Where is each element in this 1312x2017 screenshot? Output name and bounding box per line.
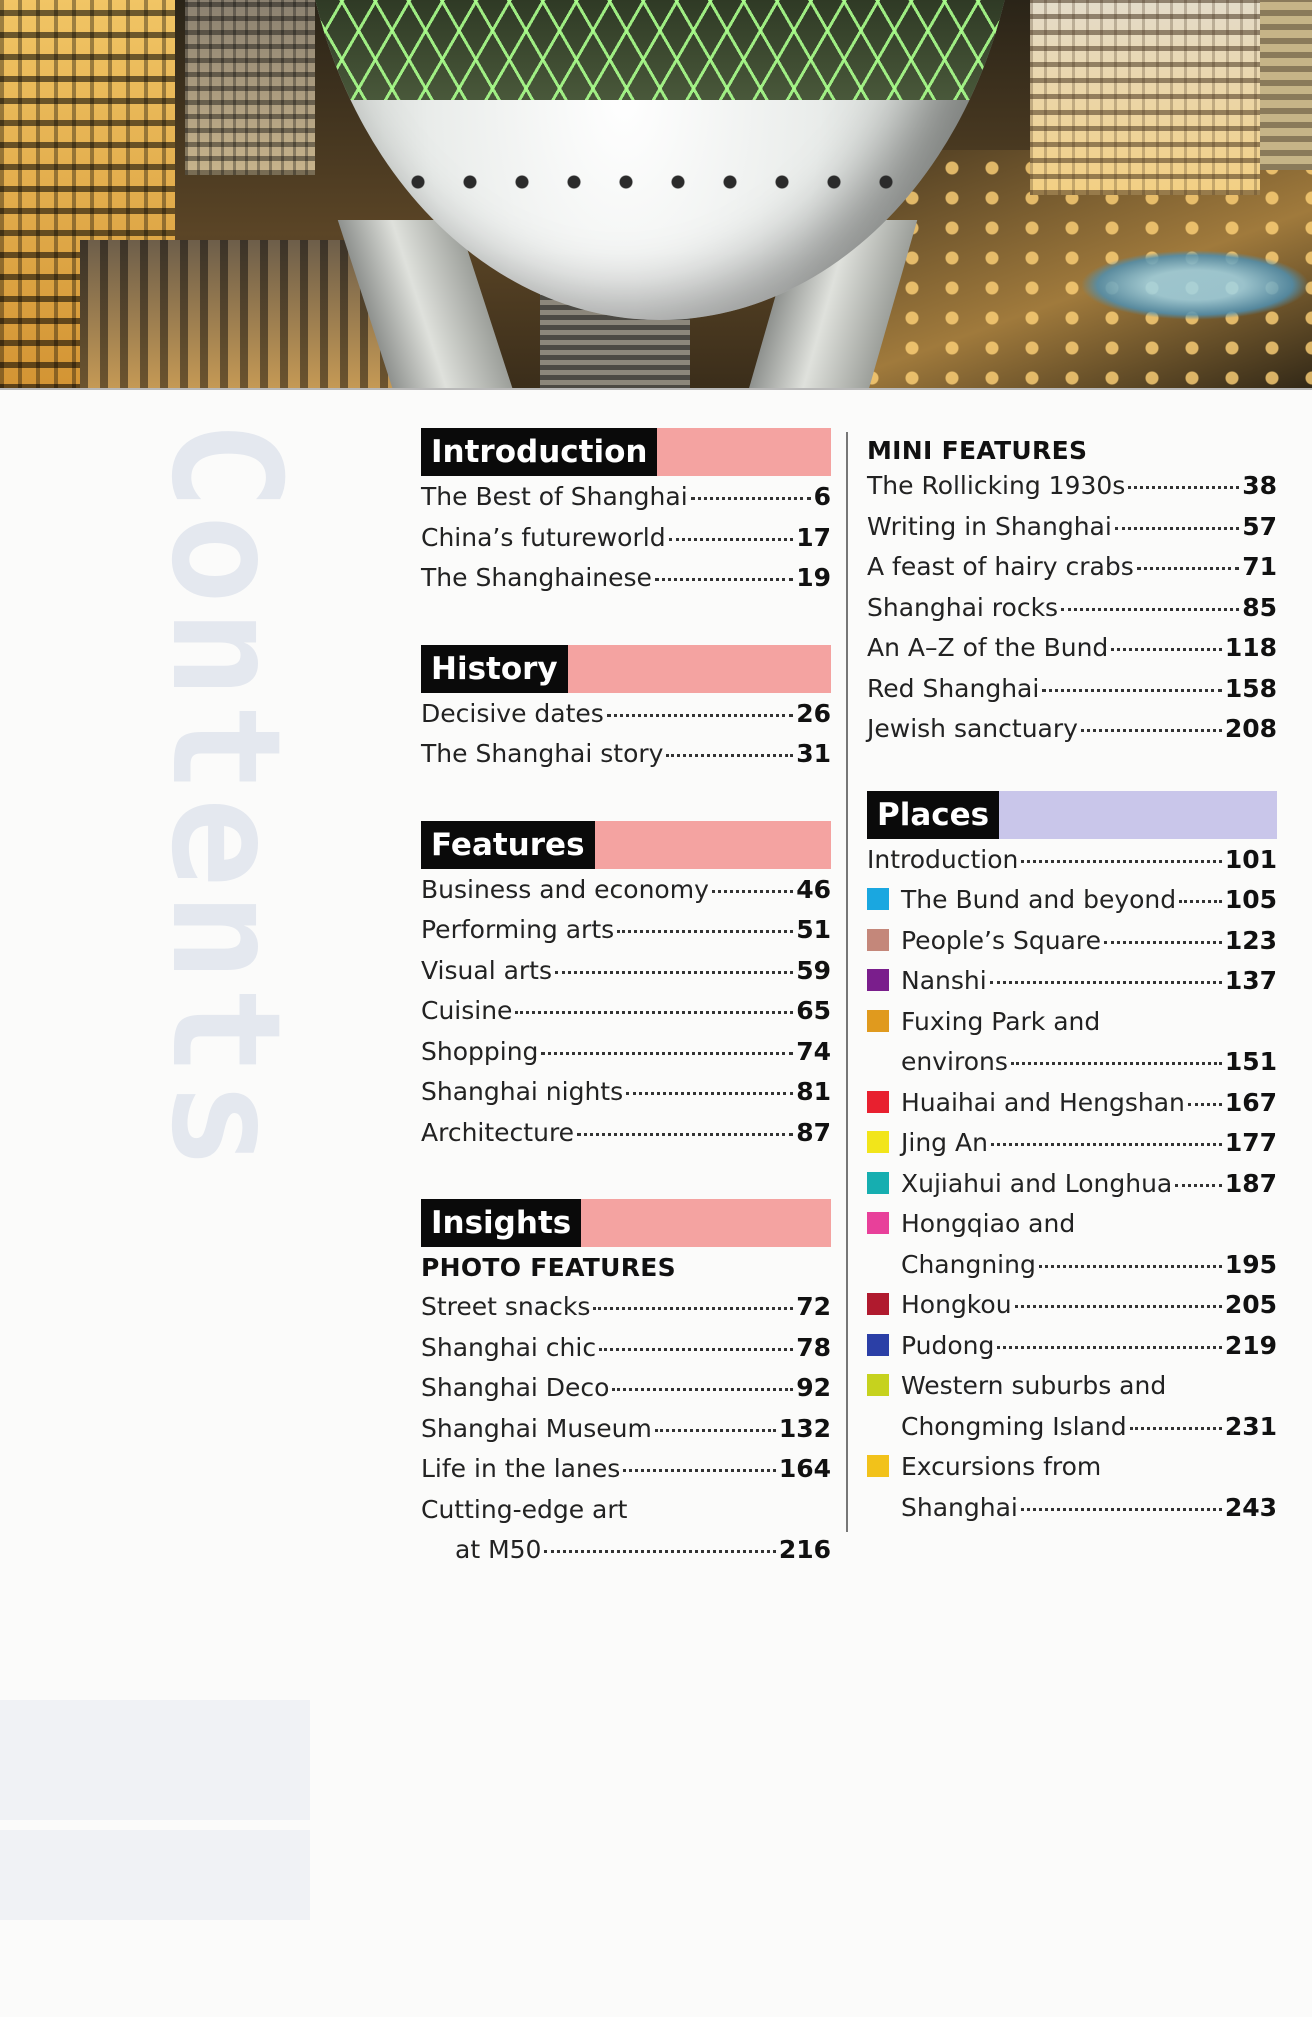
entry-title: An A–Z of the Bund <box>867 633 1109 662</box>
mini-features-subheading: MINI FEATURES <box>867 436 1088 465</box>
entry-title: Street snacks <box>421 1292 591 1321</box>
page-number: 87 <box>796 1117 831 1147</box>
page-number: 85 <box>1242 592 1277 622</box>
toc-entry[interactable] <box>867 674 1277 715</box>
page-number: 78 <box>796 1332 831 1362</box>
page-number: 205 <box>1224 1290 1277 1319</box>
page-number: 92 <box>796 1373 831 1402</box>
entry-title: Hongqiao and <box>901 1209 1076 1238</box>
tower-far-right <box>1260 0 1312 170</box>
page-number: 74 <box>796 1036 831 1066</box>
color-key-swatch <box>867 929 889 951</box>
toc-entry[interactable] <box>421 482 831 523</box>
page-number: 38 <box>1242 471 1277 500</box>
plaza-roundabout <box>1080 250 1310 320</box>
entry-title: The Bund and beyond <box>901 885 1177 914</box>
section-title: Insights <box>421 1199 581 1247</box>
entry-title: Cutting-edge art <box>421 1494 628 1524</box>
leader-dots <box>1015 1305 1222 1308</box>
leader-dots <box>997 1346 1221 1349</box>
toc-entry-line1[interactable] <box>867 1371 1277 1412</box>
entry-title: Business and economy <box>421 874 709 904</box>
entry-title: The Best of Shanghai <box>421 482 688 511</box>
toc-entry-line2[interactable] <box>867 1493 1277 1534</box>
entry-title: Hongkou <box>901 1290 1012 1319</box>
color-key-swatch <box>867 1334 889 1356</box>
leader-dots <box>612 1388 793 1391</box>
color-key-swatch <box>867 1172 889 1194</box>
entry-title-continued: Changning <box>901 1249 1036 1279</box>
page-number: 231 <box>1224 1411 1277 1441</box>
entry-title: Western suburbs and <box>901 1371 1167 1400</box>
leader-dots <box>669 538 794 541</box>
entry-title: Shanghai chic <box>421 1332 597 1362</box>
section-features <box>421 821 831 1159</box>
entry-title: China’s futureworld <box>421 522 666 552</box>
entry-title: Cuisine <box>421 996 513 1025</box>
leader-dots <box>555 971 793 974</box>
toc-entry-line1[interactable] <box>867 1452 1277 1493</box>
leader-dots <box>1061 608 1239 611</box>
leader-dots <box>1104 941 1222 944</box>
section-places <box>867 791 1277 1534</box>
leader-dots <box>577 1133 793 1136</box>
leader-dots <box>541 1052 793 1055</box>
toc-entry-line2[interactable] <box>867 1412 1277 1453</box>
page-number: 26 <box>796 698 831 728</box>
leader-dots <box>1111 648 1222 651</box>
page-number: 151 <box>1224 1047 1277 1076</box>
section-introduction <box>421 428 831 604</box>
toc-entry[interactable] <box>867 714 1277 755</box>
toc-entry[interactable] <box>421 996 831 1037</box>
section-title: Places <box>867 791 999 839</box>
entry-title: Nanshi <box>901 966 987 995</box>
leader-dots <box>1115 527 1239 530</box>
section-header-history <box>421 645 831 693</box>
entry-title: Visual arts <box>421 955 553 985</box>
page-number: 17 <box>796 522 831 552</box>
photo-features-subheading: PHOTO FEATURES <box>421 1253 676 1282</box>
page-number: 71 <box>1242 552 1277 581</box>
entry-title: The Rollicking 1930s <box>867 471 1126 500</box>
leader-dots <box>991 1143 1222 1146</box>
entry-title: Shopping <box>421 1036 539 1066</box>
toc-entry[interactable] <box>867 512 1277 553</box>
entry-title: The Shanghainese <box>421 563 652 592</box>
toc-right-column <box>867 436 1277 1574</box>
section-mini-features <box>867 436 1277 755</box>
sphere-portholes <box>340 175 980 189</box>
toc-entry-line1[interactable] <box>867 1007 1277 1048</box>
entry-title: Life in the lanes <box>421 1454 621 1483</box>
entry-title: The Shanghai story <box>421 739 664 768</box>
page-number: 208 <box>1224 714 1277 743</box>
page-number: 118 <box>1224 633 1277 662</box>
page-number: 137 <box>1224 966 1277 995</box>
entry-title-continued: environs <box>901 1047 1008 1076</box>
entry-title: Shanghai Deco <box>421 1373 610 1402</box>
section-insights <box>421 1199 831 1576</box>
page-number: 19 <box>796 563 831 592</box>
toc-entry-line2[interactable] <box>867 1047 1277 1088</box>
section-header-places <box>867 791 1277 839</box>
toc-entry[interactable] <box>421 1414 831 1455</box>
entry-title: Excursions from <box>901 1452 1102 1481</box>
toc-entry[interactable] <box>867 593 1277 634</box>
entry-title: A feast of hairy crabs <box>867 552 1134 581</box>
page-number: 123 <box>1224 925 1277 955</box>
page-number: 65 <box>796 996 831 1025</box>
toc-entry[interactable] <box>421 739 831 780</box>
page-number: 164 <box>778 1454 831 1483</box>
toc-entry[interactable] <box>421 1118 831 1159</box>
section-title: Features <box>421 821 595 869</box>
tower-right <box>1030 0 1260 195</box>
entry-title: Red Shanghai <box>867 673 1040 703</box>
leader-dots <box>655 1429 776 1432</box>
leader-dots <box>1175 1184 1222 1187</box>
entry-title: Shanghai nights <box>421 1077 624 1106</box>
page-number: 59 <box>796 955 831 985</box>
page-number: 31 <box>796 739 831 768</box>
toc-entry[interactable] <box>421 1454 831 1495</box>
entry-title: Shanghai Museum <box>421 1413 652 1443</box>
toc-entry[interactable] <box>867 1088 1277 1129</box>
entry-title: Fuxing Park and <box>901 1006 1101 1036</box>
toc-entry[interactable] <box>867 845 1277 886</box>
leader-dots <box>599 1348 793 1351</box>
toc-entry[interactable] <box>421 1077 831 1118</box>
color-key-swatch <box>867 1010 889 1032</box>
toc-entry[interactable] <box>867 1128 1277 1169</box>
entry-title: Jewish sanctuary <box>867 714 1078 743</box>
leader-dots <box>544 1550 775 1553</box>
page-number: 72 <box>796 1292 831 1321</box>
entry-title-continued: at M50 <box>455 1535 542 1564</box>
leader-dots <box>1137 567 1239 570</box>
toc-entry[interactable] <box>867 966 1277 1007</box>
leader-dots <box>1039 1265 1222 1268</box>
toc-entry[interactable] <box>867 1169 1277 1210</box>
color-key-swatch <box>867 1455 889 1477</box>
tower-left-rear <box>185 0 315 175</box>
toc-entry[interactable] <box>421 1292 831 1333</box>
leader-dots <box>593 1307 793 1310</box>
toc-entry[interactable] <box>421 875 831 916</box>
toc-entry-line2[interactable] <box>867 1250 1277 1291</box>
entry-title-continued: Shanghai <box>901 1492 1018 1522</box>
page-number: 167 <box>1224 1087 1277 1117</box>
hero-photo-oriental-pearl-tower <box>0 0 1312 390</box>
section-title: History <box>421 645 568 693</box>
toc-entry-line1[interactable] <box>421 1495 831 1536</box>
leader-dots <box>607 714 793 717</box>
leader-dots <box>1188 1103 1222 1106</box>
leader-dots <box>626 1092 793 1095</box>
leader-dots <box>990 981 1222 984</box>
page-number: 6 <box>813 482 831 511</box>
leader-dots <box>666 754 793 757</box>
entry-title: Introduction <box>867 844 1019 874</box>
color-key-swatch <box>867 1091 889 1113</box>
page-number: 51 <box>796 915 831 944</box>
leader-dots <box>691 497 811 500</box>
leader-dots <box>712 890 793 893</box>
leader-dots <box>515 1011 793 1014</box>
toc-entry[interactable] <box>421 1333 831 1374</box>
leader-dots <box>1021 1508 1222 1511</box>
page-number: 101 <box>1224 844 1277 874</box>
color-key-swatch <box>867 1374 889 1396</box>
page-number: 177 <box>1224 1128 1277 1157</box>
leader-dots <box>1081 729 1222 732</box>
leader-dots <box>1128 486 1239 489</box>
leader-dots <box>655 578 793 581</box>
toc-entry[interactable] <box>421 699 831 740</box>
entry-title: People’s Square <box>901 925 1101 955</box>
entry-title: Huaihai and Hengshan <box>901 1087 1185 1117</box>
leader-dots <box>617 930 793 933</box>
entry-title: Writing in Shanghai <box>867 511 1112 541</box>
section-history <box>421 645 831 780</box>
color-key-swatch <box>867 888 889 910</box>
toc-entry[interactable] <box>421 915 831 956</box>
section-header-introduction <box>421 428 831 476</box>
page-number: 216 <box>778 1535 831 1564</box>
leader-dots <box>1011 1062 1222 1065</box>
color-key-swatch <box>867 1212 889 1234</box>
section-header-features <box>421 821 831 869</box>
toc-entry-line1[interactable] <box>867 1209 1277 1250</box>
contents-vertical-title: Contents <box>138 420 312 1175</box>
toc-entry[interactable] <box>421 563 831 604</box>
color-key-swatch <box>867 1131 889 1153</box>
section-header-insights <box>421 1199 831 1247</box>
toc-entry[interactable] <box>421 956 831 997</box>
toc-entry[interactable] <box>421 1373 831 1414</box>
toc-entry[interactable] <box>421 523 831 564</box>
page-number: 81 <box>796 1077 831 1106</box>
leader-dots <box>1179 900 1222 903</box>
toc-entry[interactable] <box>421 1037 831 1078</box>
leader-dots <box>1021 860 1221 863</box>
section-title: Introduction <box>421 428 657 476</box>
toc-entry[interactable] <box>867 552 1277 593</box>
entry-title: Shanghai rocks <box>867 592 1059 622</box>
entry-title: Architecture <box>421 1117 575 1147</box>
toc-entry[interactable] <box>867 1290 1277 1331</box>
page-number: 132 <box>778 1413 831 1443</box>
page-number: 158 <box>1224 673 1277 703</box>
entry-title: Jing An <box>901 1128 988 1157</box>
leader-dots <box>1130 1427 1222 1430</box>
page-number: 219 <box>1224 1330 1277 1360</box>
toc-entry[interactable] <box>867 471 1277 512</box>
leader-dots <box>1042 689 1222 692</box>
entry-title: Pudong <box>901 1330 995 1360</box>
photo-bottom-edge <box>0 388 1312 390</box>
toc-entry[interactable] <box>867 885 1277 926</box>
page-number: 105 <box>1224 885 1277 914</box>
entry-title: Performing arts <box>421 915 615 944</box>
color-key-swatch <box>867 1293 889 1315</box>
entry-title-continued: Chongming Island <box>901 1411 1127 1441</box>
toc-entry[interactable] <box>867 1331 1277 1372</box>
page-number: 46 <box>796 874 831 904</box>
toc-entry-line2[interactable] <box>421 1535 831 1576</box>
entry-title: Xujiahui and Longhua <box>901 1168 1173 1198</box>
page-number: 57 <box>1242 511 1277 541</box>
column-divider <box>846 432 848 1532</box>
toc-left-column <box>421 428 831 1617</box>
toc-entry[interactable] <box>867 633 1277 674</box>
leader-dots <box>623 1469 776 1472</box>
sphere-light-lattice <box>300 0 1020 100</box>
page-number: 195 <box>1224 1249 1277 1279</box>
color-key-swatch <box>867 969 889 991</box>
page-number: 187 <box>1224 1168 1277 1198</box>
ghost-background-blocks <box>0 1700 320 1920</box>
entry-title: Decisive dates <box>421 698 604 728</box>
page-number: 243 <box>1224 1492 1277 1522</box>
toc-entry[interactable] <box>867 926 1277 967</box>
